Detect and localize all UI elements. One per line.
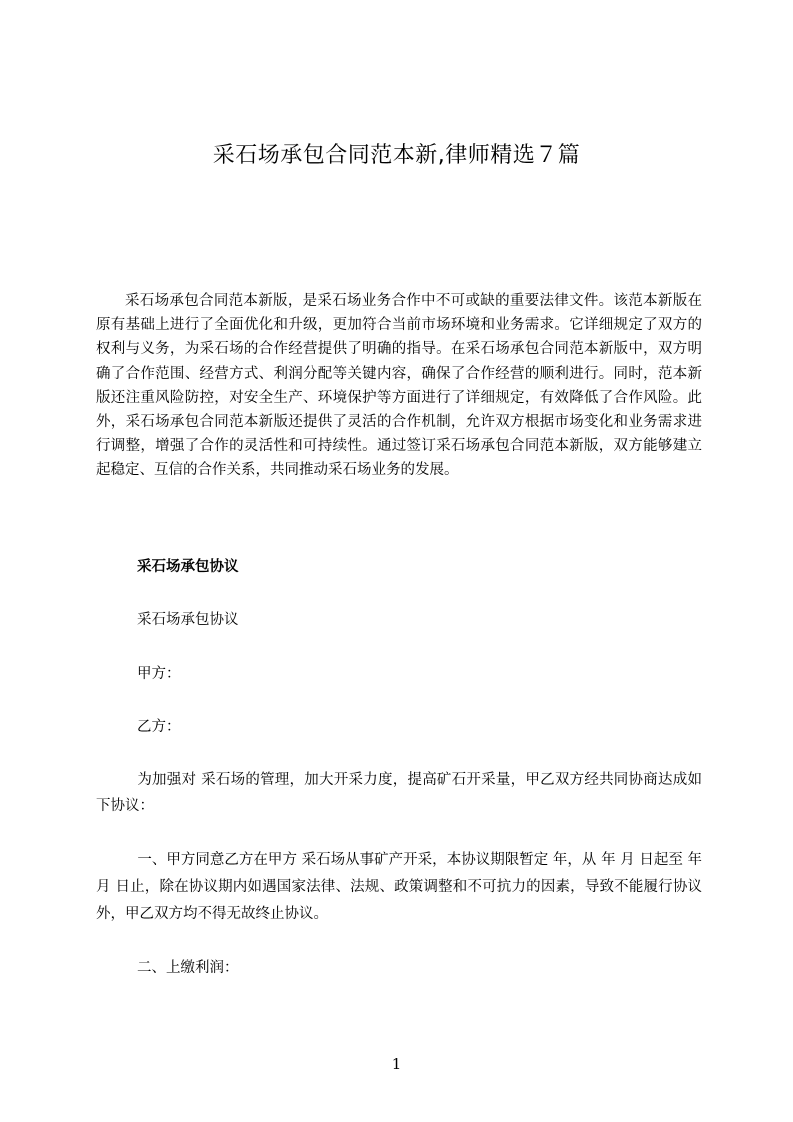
- page-number: 1: [391, 1055, 402, 1073]
- clause-1-paragraph: 一、甲方同意乙方在甲方 采石场从事矿产开采，本协议期限暂定 年，从 年 月 日起至 年 月 日止，除在协议期内如遇国家法律、法规、政策调整和不可抗力的因素，导致不能履行协议外，甲乙双方均不得无故终止协议。: [96, 852, 702, 922]
- party-a-label: 甲方：: [137, 666, 181, 682]
- agreement-title: 采石场承包协议: [137, 612, 239, 628]
- party-b-label: 乙方：: [137, 719, 181, 735]
- clause-2-heading: 二、上缴利润：: [137, 960, 239, 976]
- intro-paragraph: 采石场承包合同范本新版，是采石场业务合作中不可或缺的重要法律文件。该范本新版在原有基础上进行了全面优化和升级，更加符合当前市场环境和业务需求。它详细规定了双方的权利与义务，为采石场的合作经营提供了明确的指导。在采石场承包合同范本新版中，双方明确了合作范围、经营方式、利润分配等关键内容，确保了合作经营的顺利进行。同时，范本新版还注重风险防控，对安全生产、环境保护等方面进行了详细规定，有效降低了合作风险。此外，采石场承包合同范本新版还提供了灵活的合作机制，允许双方根据市场变化和业务需求进行调整，增强了合作的灵活性和可持续性。通过签订采石场承包合同范本新版，双方能够建立起稳定、互信的合作关系，共同推动采石场业务的发展。: [96, 293, 702, 479]
- document-title: 采石场承包合同范本新,律师精选７篇: [212, 143, 581, 168]
- section-heading: 采石场承包协议: [137, 559, 239, 575]
- preamble-paragraph: 为加强对 采石场的管理，加大开采力度，提高矿石开采量，甲乙双方经共同协商达成如下协议：: [96, 772, 702, 814]
